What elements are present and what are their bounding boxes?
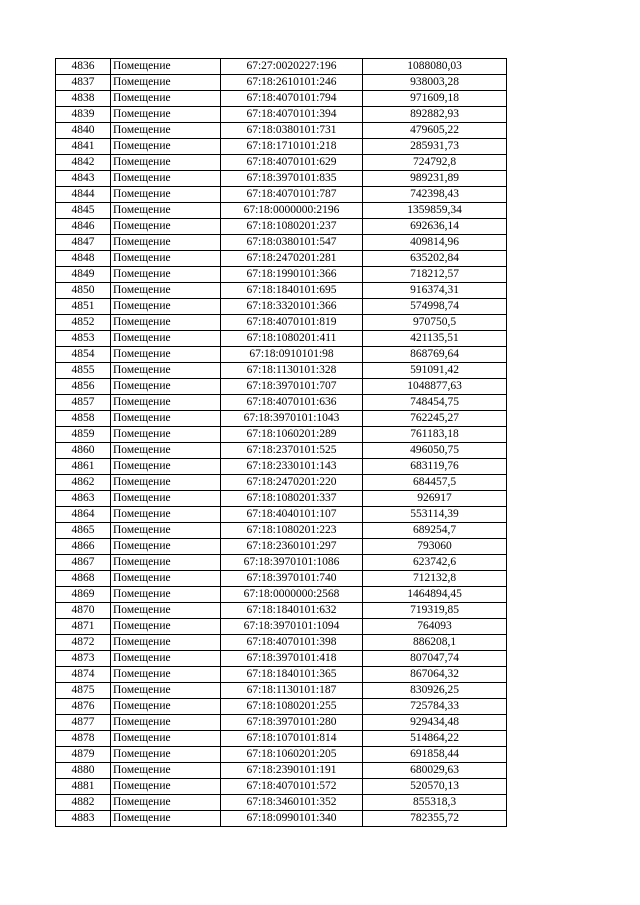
row-number-cell: 4846 bbox=[56, 219, 111, 235]
object-type-cell: Помещение bbox=[111, 395, 221, 411]
table-row bbox=[56, 619, 507, 635]
cadastral-value-cell: 886208,1 bbox=[363, 635, 507, 651]
cadastral-number-cell: 67:18:1070101:814 bbox=[221, 731, 363, 747]
row-number-cell: 4880 bbox=[56, 763, 111, 779]
cadastral-value-cell: 479605,22 bbox=[363, 123, 507, 139]
row-number-cell: 4870 bbox=[56, 603, 111, 619]
table-row bbox=[56, 347, 507, 363]
table-row bbox=[56, 587, 507, 603]
cadastral-number-cell: 67:18:2470201:220 bbox=[221, 475, 363, 491]
cadastral-number-cell: 67:18:2470201:281 bbox=[221, 251, 363, 267]
object-type-cell: Помещение bbox=[111, 683, 221, 699]
row-number-cell: 4871 bbox=[56, 619, 111, 635]
cadastral-value-cell: 689254,7 bbox=[363, 523, 507, 539]
document-page bbox=[55, 58, 506, 827]
object-type-cell: Помещение bbox=[111, 251, 221, 267]
cadastral-number-cell: 67:18:4070101:794 bbox=[221, 91, 363, 107]
row-number-cell: 4844 bbox=[56, 187, 111, 203]
table-row bbox=[56, 107, 507, 123]
table-row bbox=[56, 59, 507, 75]
row-number-cell: 4838 bbox=[56, 91, 111, 107]
row-number-cell: 4851 bbox=[56, 299, 111, 315]
object-type-cell: Помещение bbox=[111, 283, 221, 299]
cadastral-value-cell: 514864,22 bbox=[363, 731, 507, 747]
object-type-cell: Помещение bbox=[111, 347, 221, 363]
table-row bbox=[56, 507, 507, 523]
cadastral-number-cell: 67:18:4070101:636 bbox=[221, 395, 363, 411]
object-type-cell: Помещение bbox=[111, 763, 221, 779]
row-number-cell: 4854 bbox=[56, 347, 111, 363]
row-number-cell: 4860 bbox=[56, 443, 111, 459]
table-row bbox=[56, 123, 507, 139]
object-type-cell: Помещение bbox=[111, 107, 221, 123]
cadastral-value-cell: 680029,63 bbox=[363, 763, 507, 779]
object-type-cell: Помещение bbox=[111, 427, 221, 443]
table-row bbox=[56, 731, 507, 747]
object-type-cell: Помещение bbox=[111, 795, 221, 811]
table-row bbox=[56, 363, 507, 379]
cadastral-value-cell: 725784,33 bbox=[363, 699, 507, 715]
row-number-cell: 4855 bbox=[56, 363, 111, 379]
cadastral-value-cell: 892882,93 bbox=[363, 107, 507, 123]
row-number-cell: 4869 bbox=[56, 587, 111, 603]
object-type-cell: Помещение bbox=[111, 267, 221, 283]
cadastral-number-cell: 67:18:3970101:1043 bbox=[221, 411, 363, 427]
cadastral-value-cell: 409814,96 bbox=[363, 235, 507, 251]
row-number-cell: 4876 bbox=[56, 699, 111, 715]
object-type-cell: Помещение bbox=[111, 523, 221, 539]
row-number-cell: 4842 bbox=[56, 155, 111, 171]
row-number-cell: 4836 bbox=[56, 59, 111, 75]
object-type-cell: Помещение bbox=[111, 779, 221, 795]
row-number-cell: 4875 bbox=[56, 683, 111, 699]
row-number-cell: 4847 bbox=[56, 235, 111, 251]
row-number-cell: 4872 bbox=[56, 635, 111, 651]
table-row bbox=[56, 267, 507, 283]
table-row bbox=[56, 379, 507, 395]
cadastral-number-cell: 67:18:2360101:297 bbox=[221, 539, 363, 555]
cadastral-number-cell: 67:18:4070101:398 bbox=[221, 635, 363, 651]
cadastral-value-cell: 793060 bbox=[363, 539, 507, 555]
table-row bbox=[56, 699, 507, 715]
object-type-cell: Помещение bbox=[111, 379, 221, 395]
table-row bbox=[56, 475, 507, 491]
cadastral-value-cell: 929434,48 bbox=[363, 715, 507, 731]
table-row bbox=[56, 683, 507, 699]
object-type-cell: Помещение bbox=[111, 619, 221, 635]
cadastral-number-cell: 67:18:4070101:394 bbox=[221, 107, 363, 123]
cadastral-number-cell: 67:18:4070101:572 bbox=[221, 779, 363, 795]
object-type-cell: Помещение bbox=[111, 363, 221, 379]
object-type-cell: Помещение bbox=[111, 555, 221, 571]
cadastral-number-cell: 67:18:0380101:731 bbox=[221, 123, 363, 139]
cadastral-value-cell: 520570,13 bbox=[363, 779, 507, 795]
object-type-cell: Помещение bbox=[111, 715, 221, 731]
object-type-cell: Помещение bbox=[111, 91, 221, 107]
cadastral-number-cell: 67:18:1710101:218 bbox=[221, 139, 363, 155]
cadastral-number-cell: 67:18:2370101:525 bbox=[221, 443, 363, 459]
object-type-cell: Помещение bbox=[111, 667, 221, 683]
cadastral-value-cell: 916374,31 bbox=[363, 283, 507, 299]
table-row bbox=[56, 763, 507, 779]
table-row bbox=[56, 283, 507, 299]
object-type-cell: Помещение bbox=[111, 475, 221, 491]
cadastral-value-cell: 782355,72 bbox=[363, 811, 507, 827]
row-number-cell: 4840 bbox=[56, 123, 111, 139]
row-number-cell: 4882 bbox=[56, 795, 111, 811]
table-row bbox=[56, 779, 507, 795]
cadastral-value-cell: 989231,89 bbox=[363, 171, 507, 187]
cadastral-number-cell: 67:18:1840101:365 bbox=[221, 667, 363, 683]
cadastral-value-cell: 762245,27 bbox=[363, 411, 507, 427]
object-type-cell: Помещение bbox=[111, 459, 221, 475]
row-number-cell: 4862 bbox=[56, 475, 111, 491]
object-type-cell: Помещение bbox=[111, 699, 221, 715]
cadastral-value-cell: 761183,18 bbox=[363, 427, 507, 443]
object-type-cell: Помещение bbox=[111, 603, 221, 619]
row-number-cell: 4850 bbox=[56, 283, 111, 299]
table-row bbox=[56, 715, 507, 731]
object-type-cell: Помещение bbox=[111, 331, 221, 347]
cadastral-number-cell: 67:18:1080201:411 bbox=[221, 331, 363, 347]
table-row bbox=[56, 667, 507, 683]
row-number-cell: 4848 bbox=[56, 251, 111, 267]
row-number-cell: 4856 bbox=[56, 379, 111, 395]
cadastral-number-cell: 67:18:1080201:255 bbox=[221, 699, 363, 715]
table-row bbox=[56, 795, 507, 811]
object-type-cell: Помещение bbox=[111, 59, 221, 75]
table-row bbox=[56, 139, 507, 155]
table-row bbox=[56, 187, 507, 203]
object-type-cell: Помещение bbox=[111, 443, 221, 459]
cadastral-number-cell: 67:18:2330101:143 bbox=[221, 459, 363, 475]
cadastral-number-cell: 67:18:1060201:205 bbox=[221, 747, 363, 763]
cadastral-value-cell: 691858,44 bbox=[363, 747, 507, 763]
cadastral-number-cell: 67:18:2610101:246 bbox=[221, 75, 363, 91]
object-type-cell: Помещение bbox=[111, 139, 221, 155]
cadastral-number-cell: 67:18:0000000:2568 bbox=[221, 587, 363, 603]
cadastral-value-cell: 718212,57 bbox=[363, 267, 507, 283]
cadastral-value-cell: 712132,8 bbox=[363, 571, 507, 587]
cadastral-number-cell: 67:18:0990101:340 bbox=[221, 811, 363, 827]
object-type-cell: Помещение bbox=[111, 635, 221, 651]
table-row bbox=[56, 251, 507, 267]
cadastral-number-cell: 67:18:2390101:191 bbox=[221, 763, 363, 779]
table-row bbox=[56, 171, 507, 187]
cadastral-number-cell: 67:18:4070101:787 bbox=[221, 187, 363, 203]
row-number-cell: 4877 bbox=[56, 715, 111, 731]
cadastral-number-cell: 67:18:1080201:237 bbox=[221, 219, 363, 235]
cadastral-value-cell: 855318,3 bbox=[363, 795, 507, 811]
object-type-cell: Помещение bbox=[111, 571, 221, 587]
table-row bbox=[56, 315, 507, 331]
row-number-cell: 4874 bbox=[56, 667, 111, 683]
cadastral-number-cell: 67:18:3970101:280 bbox=[221, 715, 363, 731]
cadastral-number-cell: 67:18:3970101:835 bbox=[221, 171, 363, 187]
row-number-cell: 4879 bbox=[56, 747, 111, 763]
cadastral-value-cell: 719319,85 bbox=[363, 603, 507, 619]
cadastral-number-cell: 67:27:0020227:196 bbox=[221, 59, 363, 75]
cadastral-number-cell: 67:18:0910101:98 bbox=[221, 347, 363, 363]
row-number-cell: 4849 bbox=[56, 267, 111, 283]
cadastral-value-cell: 623742,6 bbox=[363, 555, 507, 571]
object-type-cell: Помещение bbox=[111, 507, 221, 523]
cadastral-value-cell: 971609,18 bbox=[363, 91, 507, 107]
table-row bbox=[56, 443, 507, 459]
row-number-cell: 4861 bbox=[56, 459, 111, 475]
cadastral-number-cell: 67:18:3970101:1094 bbox=[221, 619, 363, 635]
cadastral-number-cell: 67:18:1990101:366 bbox=[221, 267, 363, 283]
cadastral-number-cell: 67:18:0380101:547 bbox=[221, 235, 363, 251]
table-row bbox=[56, 427, 507, 443]
cadastral-value-cell: 1464894,45 bbox=[363, 587, 507, 603]
cadastral-value-cell: 868769,64 bbox=[363, 347, 507, 363]
cadastral-value-cell: 635202,84 bbox=[363, 251, 507, 267]
table-row bbox=[56, 235, 507, 251]
row-number-cell: 4858 bbox=[56, 411, 111, 427]
row-number-cell: 4883 bbox=[56, 811, 111, 827]
table-row bbox=[56, 91, 507, 107]
cadastral-value-cell: 926917 bbox=[363, 491, 507, 507]
object-type-cell: Помещение bbox=[111, 315, 221, 331]
row-number-cell: 4837 bbox=[56, 75, 111, 91]
table-row bbox=[56, 75, 507, 91]
cadastral-number-cell: 67:18:4070101:629 bbox=[221, 155, 363, 171]
table-row bbox=[56, 651, 507, 667]
cadastral-number-cell: 67:18:4070101:819 bbox=[221, 315, 363, 331]
table-row bbox=[56, 555, 507, 571]
cadastral-value-cell: 938003,28 bbox=[363, 75, 507, 91]
object-type-cell: Помещение bbox=[111, 651, 221, 667]
cadastral-value-cell: 684457,5 bbox=[363, 475, 507, 491]
row-number-cell: 4866 bbox=[56, 539, 111, 555]
row-number-cell: 4843 bbox=[56, 171, 111, 187]
row-number-cell: 4839 bbox=[56, 107, 111, 123]
object-type-cell: Помещение bbox=[111, 187, 221, 203]
object-type-cell: Помещение bbox=[111, 235, 221, 251]
cadastral-value-cell: 692636,14 bbox=[363, 219, 507, 235]
cadastral-number-cell: 67:18:1130101:187 bbox=[221, 683, 363, 699]
cadastral-value-cell: 1048877,63 bbox=[363, 379, 507, 395]
table-row bbox=[56, 635, 507, 651]
cadastral-value-cell: 724792,8 bbox=[363, 155, 507, 171]
row-number-cell: 4868 bbox=[56, 571, 111, 587]
object-type-cell: Помещение bbox=[111, 155, 221, 171]
cadastral-number-cell: 67:18:3970101:740 bbox=[221, 571, 363, 587]
table-row bbox=[56, 571, 507, 587]
table-row bbox=[56, 747, 507, 763]
cadastral-value-cell: 683119,76 bbox=[363, 459, 507, 475]
table-row bbox=[56, 523, 507, 539]
cadastral-number-cell: 67:18:0000000:2196 bbox=[221, 203, 363, 219]
row-number-cell: 4857 bbox=[56, 395, 111, 411]
cadastral-number-cell: 67:18:3460101:352 bbox=[221, 795, 363, 811]
table-row bbox=[56, 395, 507, 411]
cadastral-number-cell: 67:18:1130101:328 bbox=[221, 363, 363, 379]
cadastral-number-cell: 67:18:1840101:632 bbox=[221, 603, 363, 619]
row-number-cell: 4845 bbox=[56, 203, 111, 219]
cadastral-value-cell: 970750,5 bbox=[363, 315, 507, 331]
table-row bbox=[56, 331, 507, 347]
cadastral-number-cell: 67:18:3320101:366 bbox=[221, 299, 363, 315]
object-type-cell: Помещение bbox=[111, 411, 221, 427]
row-number-cell: 4863 bbox=[56, 491, 111, 507]
row-number-cell: 4865 bbox=[56, 523, 111, 539]
object-type-cell: Помещение bbox=[111, 75, 221, 91]
cadastral-number-cell: 67:18:1080201:223 bbox=[221, 523, 363, 539]
cadastral-value-cell: 421135,51 bbox=[363, 331, 507, 347]
cadastral-value-cell: 591091,42 bbox=[363, 363, 507, 379]
table-row bbox=[56, 491, 507, 507]
cadastral-number-cell: 67:18:1080201:337 bbox=[221, 491, 363, 507]
cadastral-value-cell: 764093 bbox=[363, 619, 507, 635]
row-number-cell: 4873 bbox=[56, 651, 111, 667]
object-type-cell: Помещение bbox=[111, 811, 221, 827]
object-type-cell: Помещение bbox=[111, 219, 221, 235]
cadastral-value-cell: 1088080,03 bbox=[363, 59, 507, 75]
row-number-cell: 4852 bbox=[56, 315, 111, 331]
row-number-cell: 4841 bbox=[56, 139, 111, 155]
object-type-cell: Помещение bbox=[111, 203, 221, 219]
table-row bbox=[56, 203, 507, 219]
cadastral-number-cell: 67:18:3970101:418 bbox=[221, 651, 363, 667]
row-number-cell: 4881 bbox=[56, 779, 111, 795]
row-number-cell: 4859 bbox=[56, 427, 111, 443]
object-type-cell: Помещение bbox=[111, 171, 221, 187]
object-type-cell: Помещение bbox=[111, 299, 221, 315]
cadastral-number-cell: 67:18:1060201:289 bbox=[221, 427, 363, 443]
cadastral-number-cell: 67:18:1840101:695 bbox=[221, 283, 363, 299]
row-number-cell: 4878 bbox=[56, 731, 111, 747]
object-type-cell: Помещение bbox=[111, 587, 221, 603]
table-row bbox=[56, 811, 507, 827]
table-row bbox=[56, 219, 507, 235]
table-row bbox=[56, 539, 507, 555]
table-body bbox=[56, 59, 507, 827]
object-type-cell: Помещение bbox=[111, 747, 221, 763]
row-number-cell: 4853 bbox=[56, 331, 111, 347]
object-type-cell: Помещение bbox=[111, 491, 221, 507]
cadastral-value-cell: 1359859,34 bbox=[363, 203, 507, 219]
cadastral-value-cell: 574998,74 bbox=[363, 299, 507, 315]
cadastral-value-cell: 748454,75 bbox=[363, 395, 507, 411]
cadastral-number-cell: 67:18:3970101:1086 bbox=[221, 555, 363, 571]
cadastral-number-cell: 67:18:3970101:707 bbox=[221, 379, 363, 395]
cadastral-value-cell: 285931,73 bbox=[363, 139, 507, 155]
row-number-cell: 4867 bbox=[56, 555, 111, 571]
cadastral-value-cell: 553114,39 bbox=[363, 507, 507, 523]
object-type-cell: Помещение bbox=[111, 123, 221, 139]
cadastral-value-cell: 867064,32 bbox=[363, 667, 507, 683]
cadastral-value-cell: 807047,74 bbox=[363, 651, 507, 667]
object-type-cell: Помещение bbox=[111, 539, 221, 555]
table-row bbox=[56, 411, 507, 427]
cadastral-value-cell: 742398,43 bbox=[363, 187, 507, 203]
table-row bbox=[56, 299, 507, 315]
object-type-cell: Помещение bbox=[111, 731, 221, 747]
table-row bbox=[56, 459, 507, 475]
cadastral-number-cell: 67:18:4040101:107 bbox=[221, 507, 363, 523]
cadastral-value-cell: 830926,25 bbox=[363, 683, 507, 699]
table-row bbox=[56, 603, 507, 619]
cadastral-value-table bbox=[55, 58, 507, 827]
row-number-cell: 4864 bbox=[56, 507, 111, 523]
table-row bbox=[56, 155, 507, 171]
cadastral-value-cell: 496050,75 bbox=[363, 443, 507, 459]
